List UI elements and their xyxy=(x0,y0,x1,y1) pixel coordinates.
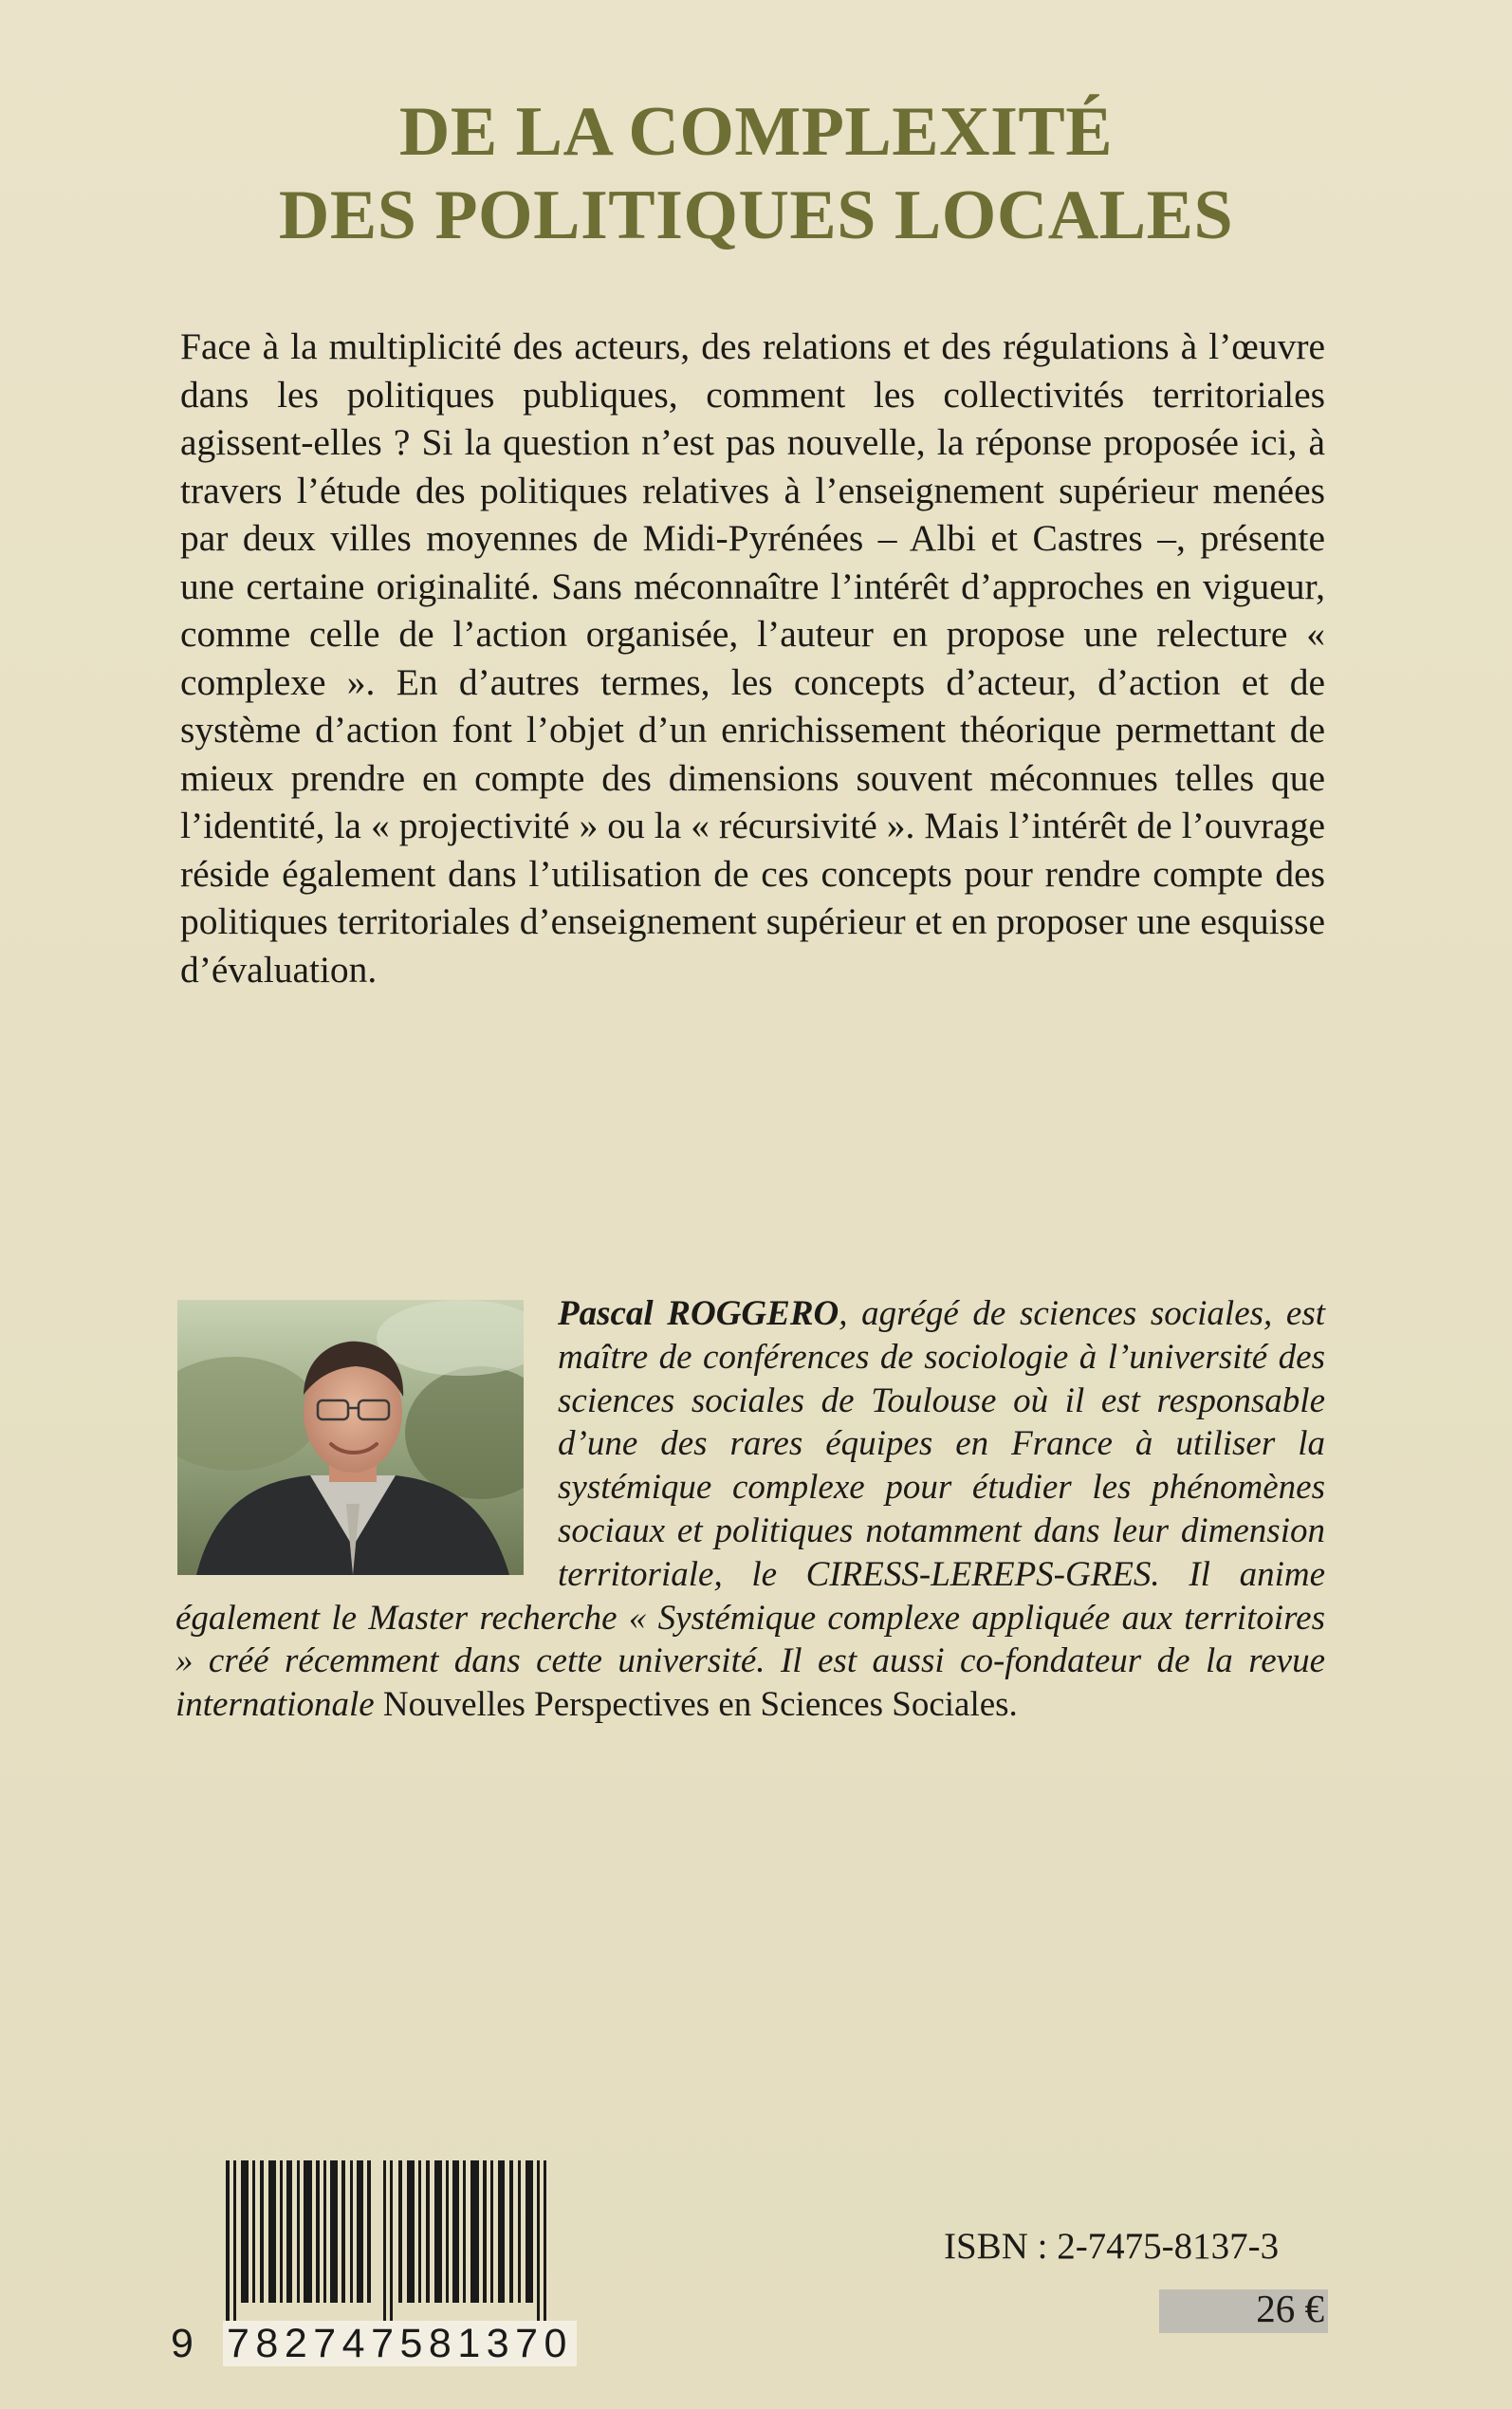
book-title xyxy=(0,90,1512,257)
barcode-digits xyxy=(171,2197,617,2387)
author-biography xyxy=(175,1292,1325,1727)
barcode-first-digit: 9 xyxy=(171,2321,194,2366)
author-name: Pascal ROGGERO xyxy=(558,1294,839,1333)
summary-paragraph: Face à la multiplicité des acteurs, des relations et des régulations à l’œuvre dans les politiques publiques, comment les collectivités territoriales agissent-elles ? Si la question n’est pas nouvelle, la réponse proposée ici, à travers l’étude des politiques relatives à l’enseignement supérieur menées par deux villes moyennes de Midi-Pyrénées – Albi et Castres –, présente une certaine originalité. Sans méconnaître l’intérêt d’approches en vigueur, comme celle de l’action organisée, l’auteur en propose une relecture « complexe ». En d’autres termes, les concepts d’acteur, d’action et de système d’action font l’objet d’un enrichissement théorique permettant de mieux prendre en compte des dimensions souvent méconnues telles que l’identité, la « projectivité » ou la « récursivité ». Mais l’intérêt de l’ouvrage réside également dans l’utilisation de ces concepts pour rendre compte des politiques territoriales d’enseignement supérieur et en proposer une esquisse d’évaluation. xyxy=(180,325,1325,991)
book-title-line-2: DES POLITIQUES LOCALES xyxy=(278,176,1234,254)
journal-title: Nouvelles Perspectives en Sciences Sociales xyxy=(382,1685,1009,1725)
barcode-number-text: 782747581370 xyxy=(223,2321,577,2366)
price: 26 € xyxy=(1256,2287,1324,2330)
photo-spacer xyxy=(175,1292,558,1592)
isbn: ISBN : 2-7475-8137-3 xyxy=(944,2226,1280,2267)
bio-text: , agrégé de sciences sociales, est maître de conférences de sociologie à l’université des sciences sociales de Toulouse où il est responsable d’une des rares équipes en France à utiliser la systémique complexe pour étudier les phénomènes sociaux et politiques notamment dans leur dimension territoriale, le CIRESS-LEREPS-GRES. Il anime également le Master recherche « Systémique complexe appliquée aux territoires » créé récemment dans cette université. Il est aussi co-fondateur de la revue internationale xyxy=(175,1294,1325,1725)
book-title-line-1: DE LA COMPLEXITÉ xyxy=(398,93,1114,171)
bio-end: . xyxy=(1008,1685,1018,1725)
